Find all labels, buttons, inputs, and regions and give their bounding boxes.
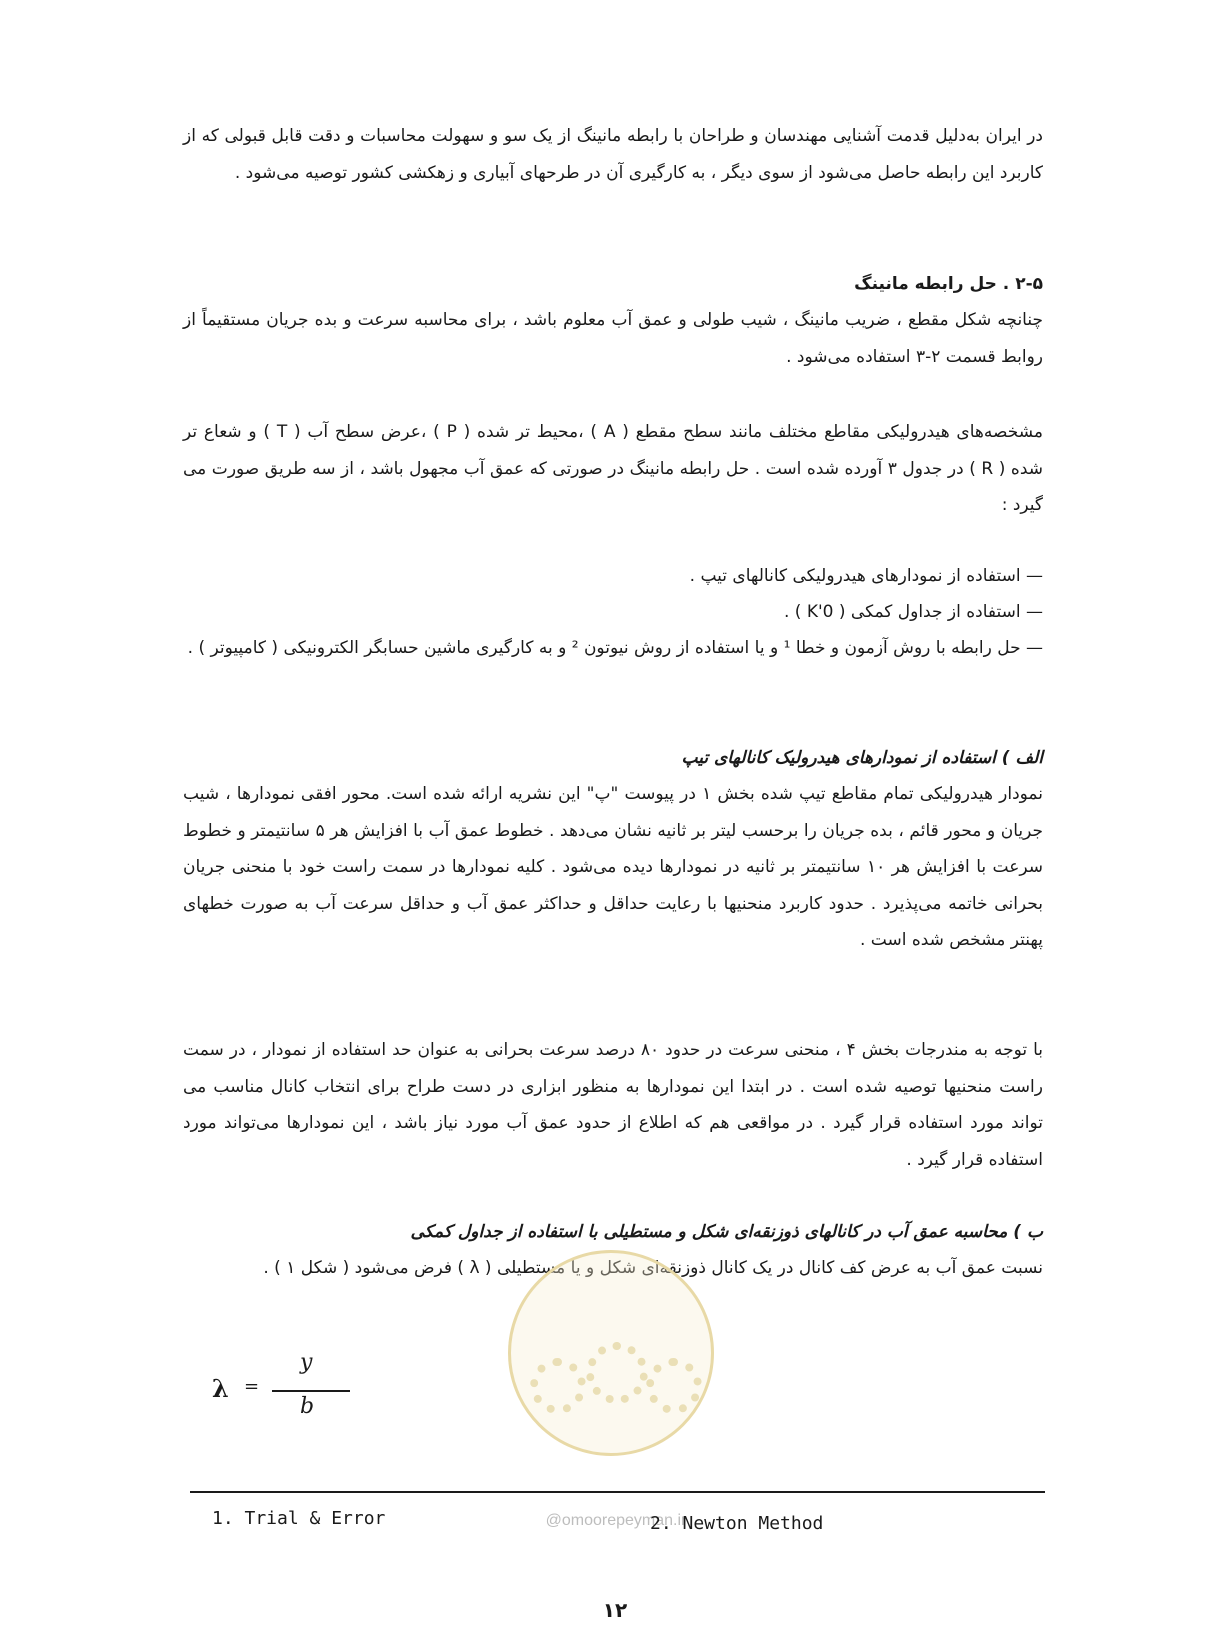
gear-icon: [530, 1358, 586, 1414]
formula-numerator: y: [300, 1350, 313, 1375]
formula-lhs: λ: [212, 1374, 229, 1403]
hydraulic-props-paragraph: مشخصه‌های هیدرولیکی مقاطع مختلف مانند سطح مقطع ( A ) ،محیط تر شده ( P ) ،عرض سطح آب ( T ) و شعاع تر شده ( R ) در جدول ۳ آورده شده است . حل رابطه مانینگ در صورتی که عمق آب مجهول باشد ، از سه طریق صورت می گیرد :: [183, 422, 1043, 515]
charts-paragraph-1: نمودار هیدرولیکی تمام مقاطع تیپ شده بخش ۱ در پیوست "پ" این نشریه ارائه شده است. محور افقی نمودارها ، شیب جریان و محور قائم ، بده جریان را برحسب لیتر بر ثانیه نشان می‌دهد . خطوط عمق آب با افزایش هر ۵ سانتیمتر و خطوط سرعت با افزایش هر ۱۰ سانتیمتر بر ثانیه در نمودارها دیده می‌شود . کلیه نمودارها در سمت راست خود با منحنی جریان بحرانی خاتمه می‌پذیرد . حدود کاربرد منحنیها با رعایت حداقل و حداکثر عمق آب و حداقل سرعت آب به صورت خطهای پهنتر مشخص شده است .: [183, 784, 1043, 950]
lambda-formula: [200, 1350, 360, 1430]
watermark-seal: [508, 1250, 714, 1550]
list-item: — استفاده از نمودارهای هیدرولیکی کانالهای تیپ .: [183, 558, 1043, 594]
intro-paragraph: در ایران به‌دلیل قدمت آشنایی مهندسان و طراحان با رابطه مانینگ از یک سو و سهولت محاسبات و دقت قابل قبولی که از کاربرد این رابطه حاصل می‌شود از سوی دیگر ، به کارگیری آن در طرحهای آبیاری و زهکشی کشور توصیه می‌شود .: [183, 126, 1043, 183]
footnote-1: 1. Trial & Error: [212, 1508, 386, 1529]
subheading-be: ب ) محاسبه عمق آب در کانالهای ذوزنقه‌ای شکل و مستطیلی با استفاده از جداول کمکی: [410, 1222, 1043, 1242]
solve-intro-paragraph: چنانچه شکل مقطع ، ضریب مانینگ ، شیب طولی و عمق آب معلوم باشد ، برای محاسبه سرعت و بده جریان مستقیماً از روابط قسمت ۲-۳ استفاده می‌شود .: [183, 310, 1043, 367]
page-number: ۱۲: [602, 1598, 628, 1622]
fraction-bar: [272, 1390, 350, 1392]
section-heading: ۲-۵ . حل رابطه مانینگ: [854, 274, 1043, 294]
charts-paragraph-2: با توجه به مندرجات بخش ۴ ، منحنی سرعت در حدود ۸۰ درصد سرعت بحرانی به عنوان حد استفاده از نمودار ، در سمت راست منحنیها توصیه شده است . در ابتدا این نمودارها به منظور ابزاری در دست طراح برای انتخاب کانال مناسب می تواند مورد استفاده قرار گیرد . در مواقعی هم که اطلاع از حدود عمق آب مورد نیاز باشد ، این نمودارها می‌تواند مورد استفاده قرار گیرد .: [183, 1040, 1044, 1170]
subheading-alef: الف ) استفاده از نمودارهای هیدرولیک کانالهای تیپ: [681, 748, 1043, 768]
list-item: — حل رابطه با روش آزمون و خطا ¹ و یا استفاده از روش نیوتون ² و به کارگیری ماشین حسابگر الکترونیکی ( کامپیوتر ) .: [183, 630, 1043, 666]
footnote-2: 2. Newton Method: [650, 1513, 824, 1534]
footnote-divider: [190, 1491, 1045, 1493]
gear-icon: [586, 1342, 648, 1404]
watermark-text: @omoorepeyman.ir: [545, 1512, 687, 1529]
formula-equals: =: [244, 1376, 260, 1397]
methods-list: [183, 558, 1043, 666]
gear-icon: [646, 1358, 702, 1414]
tables-paragraph: نسبت عمق آب به عرض کف کانال در یک کانال ذوزنقه‌ای شکل و یا مستطیلی ( λ ) فرض می‌شود ( شکل ۱ ) .: [263, 1258, 1043, 1278]
formula-denominator: b: [300, 1394, 315, 1419]
list-item: — استفاده از جداول کمکی ( K'0 ) .: [183, 594, 1043, 630]
